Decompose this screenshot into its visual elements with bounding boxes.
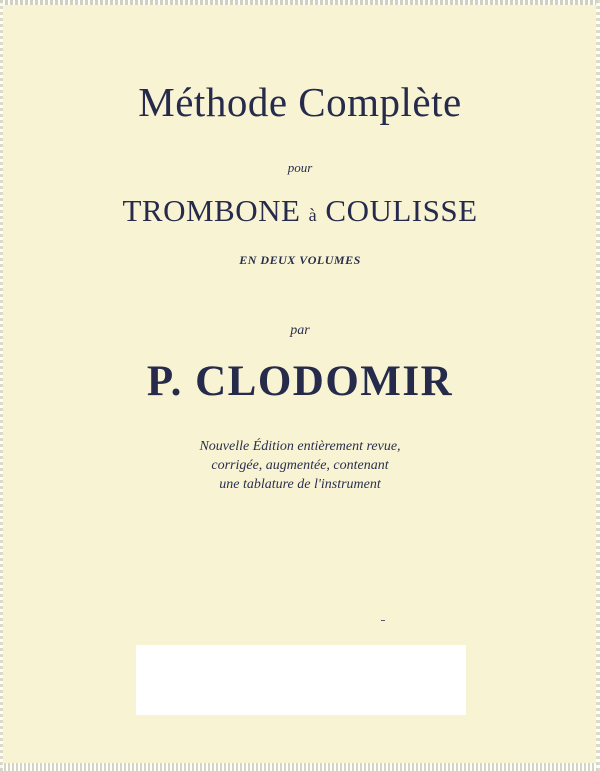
edition-line-2: corrigée, augmentée, contenant bbox=[211, 458, 389, 473]
bottom-edge bbox=[0, 763, 600, 771]
edition-line-3: une tablature de l'instrument bbox=[219, 477, 381, 492]
instrument-title bbox=[0, 193, 600, 229]
blank-label-area bbox=[136, 645, 466, 715]
method-title: Méthode Complète bbox=[138, 79, 462, 125]
top-edge bbox=[0, 0, 600, 5]
instrument-word-1: TROMBONE bbox=[122, 193, 301, 228]
small-dash-mark bbox=[381, 620, 385, 621]
instrument-word-2: COULISSE bbox=[325, 193, 478, 228]
par-label: par bbox=[290, 323, 310, 338]
edition-line-1: Nouvelle Édition entièrement revue, bbox=[199, 439, 401, 454]
author-name: P. CLODOMIR bbox=[146, 358, 454, 405]
pour-label: pour bbox=[287, 160, 313, 175]
volumes-label: EN DEUX VOLUMES bbox=[239, 253, 361, 267]
edition-note bbox=[0, 437, 600, 494]
instrument-connector: à bbox=[308, 205, 318, 225]
